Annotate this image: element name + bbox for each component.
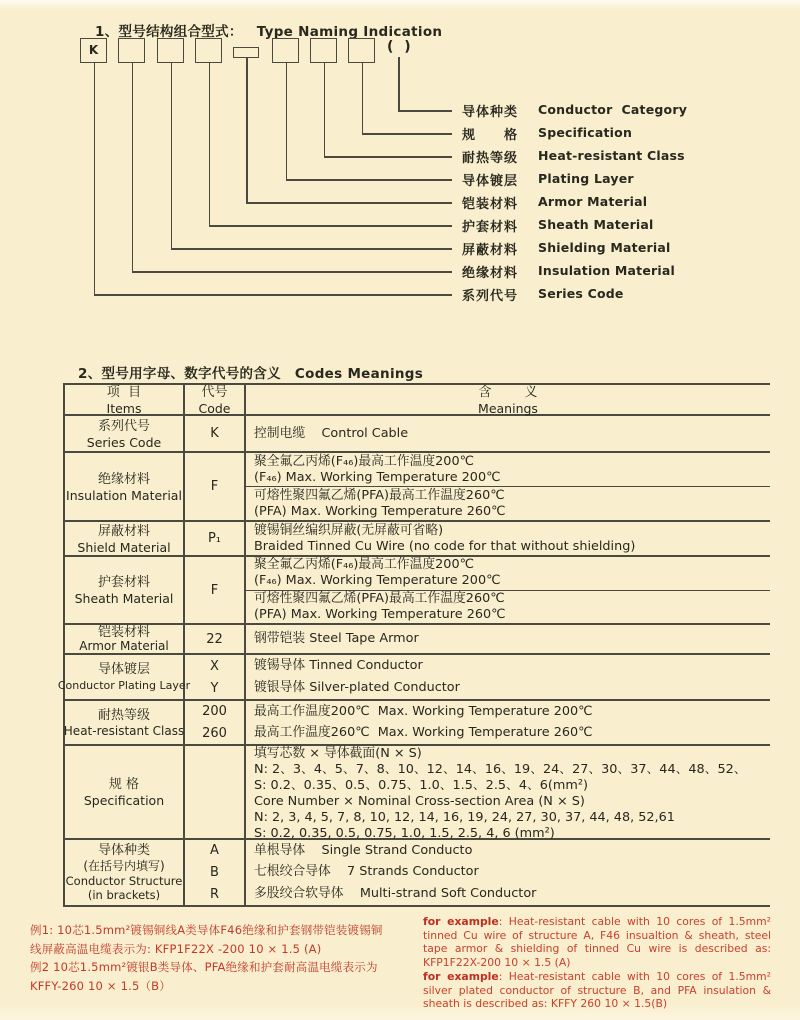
header-meanings-en: Meanings <box>478 400 538 416</box>
structure-item <box>65 840 185 905</box>
connector-vertical <box>132 63 134 271</box>
heat-code-200: 200 <box>202 704 227 720</box>
structure-code-r: R <box>209 886 220 902</box>
diagram-label-2 <box>462 124 633 143</box>
diagram-label-5 <box>462 193 648 212</box>
example-cn-2-text: 10芯1.5mm²镀银B类导体、PFA绝缘和护套耐高温电缆表示为 KFFY-260 10 × 1.5（B） <box>30 960 378 993</box>
section2-title-cn: 型号用字母、数字代号的含义 <box>101 366 281 382</box>
diagram-label-cn: 系列代号 <box>462 289 519 304</box>
connector-horizontal <box>171 248 453 250</box>
sheath-code <box>185 557 246 623</box>
connector-vertical <box>324 63 326 156</box>
header-code-cn: 代号 <box>201 384 228 400</box>
plating-code-y: Y <box>210 680 219 696</box>
connector-vertical <box>398 57 400 110</box>
insulation-item <box>65 453 185 520</box>
heat-item <box>65 701 185 744</box>
diagram-label-cn: 护套材料 <box>462 220 519 235</box>
plating-meaning-line1: 镀锡导体 Tinned Conductor <box>254 658 423 673</box>
example-en-1 <box>423 915 771 970</box>
diagram-label-en: Plating Layer <box>538 170 634 186</box>
example-en-1-label: for example <box>423 915 499 928</box>
plating-code <box>185 655 246 699</box>
structure-item-en: Conductor Structure <box>65 874 183 888</box>
example-en-2-label: for example <box>423 969 499 983</box>
spec-line-4: Core Number × Nominal Cross-section Area (N × S) <box>254 794 585 809</box>
table-row-series <box>65 416 770 453</box>
table-row-heat <box>65 701 770 746</box>
series-code-box: K <box>80 38 107 63</box>
header-meanings-cn: 含 义 <box>478 384 538 400</box>
insulation-meaning <box>246 453 770 520</box>
diagram-label-en: Series Code <box>538 285 624 301</box>
insulation-code <box>185 453 246 520</box>
diagram-label-en: Sheath Material <box>538 216 654 232</box>
dash-box <box>233 47 259 58</box>
structure-meaning <box>246 840 770 905</box>
bracket-pair: ( ) <box>387 39 414 55</box>
spec-line-5: N: 2, 3, 4, 5, 7, 8, 10, 12, 14, 16, 19, 24, 27, 30, 37, 44, 48, 52,61 <box>254 810 675 825</box>
armor-item-cn: 铠装材料 <box>97 625 150 640</box>
sheath-meaning-sub2 <box>246 591 770 624</box>
armor-code <box>185 625 246 653</box>
heat-item-en: Heat-resistant Class <box>63 723 185 738</box>
connector-horizontal <box>286 179 453 181</box>
table-row-sheath <box>65 557 770 625</box>
diagram-label-en: Specification <box>538 124 633 140</box>
section1-title-cn: 型号结构组合型式： <box>118 24 243 40</box>
connector-horizontal <box>246 202 452 204</box>
diagram-label-en: Heat-resistant Class <box>538 147 685 163</box>
connector-vertical <box>362 63 364 133</box>
section1-number: 1、 <box>95 24 119 40</box>
spec-line-6: S: 0.2, 0.35, 0.5, 0.75, 1.0, 1.5, 2.5, 4, 6 (mm²) <box>254 826 555 841</box>
shield-code <box>185 522 246 555</box>
connector-horizontal <box>324 156 453 158</box>
sheath-item-cn: 护套材料 <box>97 575 150 590</box>
diagram-label-cn: 规 格 <box>462 128 519 143</box>
spec-item <box>65 746 185 838</box>
connector-horizontal <box>94 294 453 296</box>
heat-code-260: 260 <box>202 725 227 741</box>
diagram-label-6 <box>462 216 654 235</box>
diagram-label-cn: 绝缘材料 <box>462 266 519 281</box>
code-box-8 <box>348 38 375 63</box>
spec-meaning <box>246 746 770 841</box>
section1-title-en: Type Naming Indication <box>256 24 443 40</box>
armor-code-value: 22 <box>206 631 223 647</box>
sheath-code-value: F <box>210 582 219 598</box>
spec-item-en: Specification <box>83 793 165 808</box>
plating-item <box>57 655 191 699</box>
connector-horizontal <box>132 271 453 273</box>
series-meaning <box>246 416 770 451</box>
shield-item-cn: 屏蔽材料 <box>97 523 150 539</box>
table-row-shield <box>65 522 770 557</box>
insulation-item-en: Insulation Material <box>66 487 182 503</box>
structure-item-cn2: (在括号内填写) <box>83 859 165 873</box>
sheath-sub1-line1: 聚全氟乙丙烯(F₄₆)最高工作温度200℃ <box>254 557 474 573</box>
insulation-item-cn: 绝缘材料 <box>97 471 150 487</box>
plating-item-en: Conductor Plating Layer <box>57 679 191 692</box>
insulation-sub1-line2: (F₄₆) Max. Working Temperature 200℃ <box>254 469 501 485</box>
diagram-label-en: Shielding Material <box>538 239 671 255</box>
diagram-label-8 <box>462 262 676 281</box>
spec-line-2: N: 2、3、4、5、7、8、10、12、14、16、19、24、27、30、37、44、48、52、 <box>254 762 747 777</box>
table-row-armor <box>65 625 770 655</box>
structure-meaning-line1: 单根导体 Single Strand Conducto <box>254 842 473 858</box>
sheath-item <box>65 557 185 623</box>
connector-vertical <box>286 63 288 179</box>
example-en-2-text: : Heat-resistant cable with 10 cores of 1.5mm² silver plated conductor of structure B, and PFA insulation & sheath is described as: KFFY 260 10 × 1.5(B) <box>423 969 771 1011</box>
table-row-structure <box>65 840 770 907</box>
structure-item-en2: (in brackets) <box>87 888 161 902</box>
table-header-row <box>65 385 770 416</box>
table-row-insulation <box>65 453 770 522</box>
series-item-cn: 系列代号 <box>97 418 150 434</box>
diagram-label-7 <box>462 239 671 258</box>
connector-horizontal <box>398 110 452 112</box>
connector-vertical <box>209 63 211 225</box>
spec-line-3: S: 0.2、0.35、0.5、0.75、1.0、1.5、2.5、4、6(mm²) <box>254 778 588 793</box>
sheath-sub2-line1: 可熔性聚四氟乙烯(PFA)最高工作温度260℃ <box>254 590 505 606</box>
example-en-1-text: : Heat-resistant cable with 10 cores of 1.5mm² tinned Cu wire of structure A, F46 insualtion & sheath, steel tape armor & shielding of tinned Cu wire is described as: KFP1F22X-200 10 × 1.5 (A) <box>423 915 771 970</box>
table-row-plating <box>57 655 770 701</box>
insulation-code-value: F <box>210 479 219 494</box>
connector-vertical <box>171 63 173 248</box>
connector-vertical <box>94 63 96 294</box>
code-box-6 <box>272 38 299 63</box>
sheath-meaning <box>246 557 770 623</box>
diagram-label-cn: 导体镀层 <box>462 174 519 189</box>
structure-item-cn: 导体种类 <box>97 843 150 858</box>
series-meaning-line: 控制电缆 Control Cable <box>254 425 409 441</box>
type-diagram <box>0 0 800 330</box>
example-cn-2-label: 例2 <box>30 960 54 974</box>
insulation-meaning-sub2 <box>246 487 770 520</box>
plating-meaning-line2: 镀银导体 Silver-plated Conductor <box>254 680 460 695</box>
heat-code <box>185 701 246 744</box>
header-items-cn: 项 目 <box>106 384 142 400</box>
header-meanings <box>246 385 770 414</box>
code-box-7 <box>310 38 337 63</box>
diagram-label-en: Conductor Category <box>538 101 688 117</box>
insulation-sub2-line1: 可熔性聚四氟乙烯(PFA)最高工作温度260℃ <box>254 487 505 503</box>
shield-item-en: Shield Material <box>77 539 171 555</box>
insulation-sub2-line2: (PFA) Max. Working Temperature 260℃ <box>254 503 506 519</box>
header-items <box>65 385 185 414</box>
code-box-4 <box>195 38 222 63</box>
diagram-label-9 <box>462 285 624 304</box>
code-box-2 <box>118 38 145 63</box>
diagram-label-3 <box>462 147 685 166</box>
examples-cn <box>30 921 388 995</box>
series-item-en: Series Code <box>86 434 162 450</box>
sheath-sub2-line2: (PFA) Max. Working Temperature 260℃ <box>254 606 506 622</box>
diagram-label-cn: 耐热等级 <box>462 151 519 166</box>
diagram-label-en: Armor Material <box>538 193 648 209</box>
spec-code <box>185 746 246 838</box>
armor-item-en: Armor Material <box>79 639 169 653</box>
sheath-meaning-sub1 <box>246 557 770 591</box>
header-code-en: Code <box>198 400 231 416</box>
diagram-label-cn: 铠装材料 <box>462 197 519 212</box>
connector-horizontal <box>362 133 453 135</box>
header-code <box>185 385 246 414</box>
table-row-spec <box>65 746 770 840</box>
codes-table <box>57 383 770 907</box>
armor-meaning <box>246 625 770 653</box>
series-code-value: K <box>210 426 219 441</box>
series-item <box>65 416 185 451</box>
armor-meaning-line: 钢带铠装 Steel Tape Armor <box>254 631 419 646</box>
shield-meaning-line1: 镀锡铜丝编织屏蔽(无屏蔽可省略) <box>254 522 444 538</box>
plating-code-x: X <box>210 658 219 674</box>
insulation-sub1-line1: 聚全氟乙丙烯(F₄₆)最高工作温度200℃ <box>254 453 474 469</box>
insulation-meaning-sub1 <box>246 453 770 487</box>
section2-number: 2、 <box>78 366 102 382</box>
plating-meaning <box>246 655 770 699</box>
connector-vertical <box>246 58 248 202</box>
section2-title-en: Codes Meanings <box>294 366 424 382</box>
sheath-item-en: Sheath Material <box>74 591 174 606</box>
shield-code-value: P₁ <box>207 531 222 546</box>
shield-meaning <box>246 522 770 555</box>
structure-code-a: A <box>210 843 219 859</box>
spec-line-1: 填写芯数 × 导体截面(N × S) <box>254 746 422 761</box>
example-cn-2 <box>30 958 388 995</box>
diagram-label-en: Insulation Material <box>538 262 676 278</box>
structure-meaning-line2: 七根绞合导体 7 Strands Conductor <box>254 864 479 880</box>
plating-item-cn: 导体镀层 <box>97 662 150 677</box>
section2-title <box>68 346 423 382</box>
heat-item-cn: 耐热等级 <box>97 707 150 723</box>
series-code <box>185 416 246 451</box>
example-cn-1 <box>30 921 388 958</box>
example-cn-1-label: 例1: <box>30 923 58 937</box>
examples-en <box>423 915 771 1011</box>
spec-item-cn: 规 格 <box>108 777 140 792</box>
example-en-2 <box>423 970 771 1011</box>
armor-item <box>65 625 185 653</box>
diagram-label-cn: 屏蔽材料 <box>462 243 519 258</box>
shield-item <box>65 522 185 555</box>
diagram-label-cn: 导体种类 <box>462 105 519 120</box>
connector-horizontal <box>209 225 453 227</box>
heat-meaning-line1: 最高工作温度200℃ Max. Working Temperature 200℃ <box>254 703 593 719</box>
heat-meaning-line2: 最高工作温度260℃ Max. Working Temperature 260℃ <box>254 725 593 741</box>
structure-code <box>185 840 246 905</box>
shield-meaning-line2: Braided Tinned Cu Wire (no code for that without shielding) <box>254 538 636 554</box>
structure-code-b: B <box>210 864 219 880</box>
structure-meaning-line3: 多股绞合软导体 Multi-strand Soft Conductor <box>254 886 537 902</box>
sheath-sub1-line2: (F₄₆) Max. Working Temperature 200℃ <box>254 573 501 589</box>
example-cn-1-text: 10芯1.5mm²镀锡铜线A类导体F46绝缘和护套钢带铠装镀锡铜线屏蔽高温电缆表示为: KFP1F22X -200 10 × 1.5 (A) <box>30 923 383 956</box>
diagram-label-1 <box>462 101 688 120</box>
header-items-en: Items <box>106 400 142 416</box>
diagram-label-4 <box>462 170 634 189</box>
code-box-3 <box>157 38 184 63</box>
heat-meaning <box>246 701 770 744</box>
